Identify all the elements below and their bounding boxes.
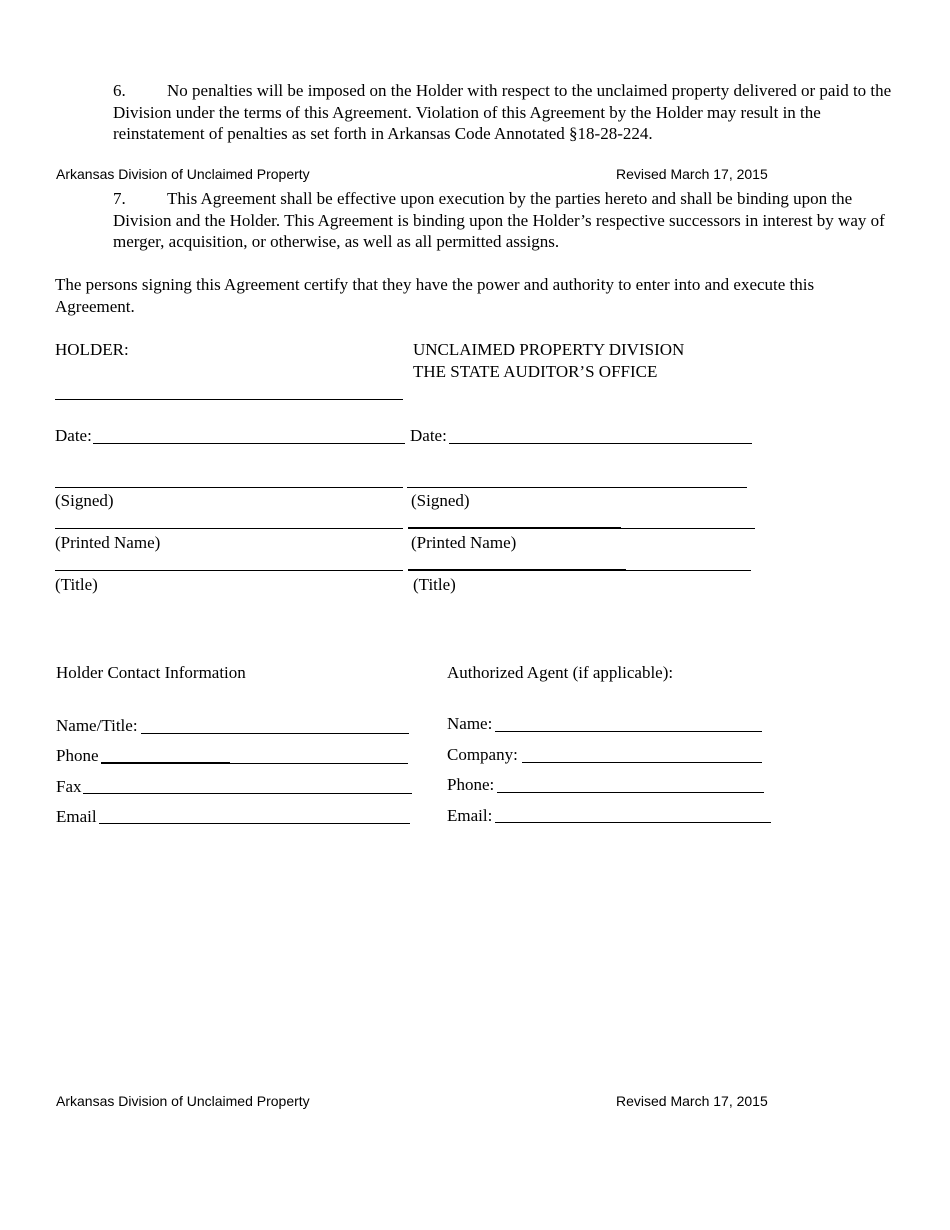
holder-email-line[interactable] <box>99 823 410 824</box>
holder-phone-label: Phone <box>56 746 99 765</box>
agent-phone-line[interactable] <box>497 792 764 793</box>
footer-left: Arkansas Division of Unclaimed Property <box>56 1093 310 1109</box>
holder-title-line[interactable] <box>55 570 403 571</box>
holder-contact-heading: Holder Contact Information <box>56 663 246 682</box>
holder-printed-name-label: (Printed Name) <box>55 533 161 552</box>
holder-email-label: Email <box>56 807 97 826</box>
agent-company-line[interactable] <box>522 762 762 763</box>
holder-fax-line[interactable] <box>83 793 412 794</box>
paragraph-6 <box>113 80 893 145</box>
holder-printed-name-line[interactable] <box>55 528 403 529</box>
paragraph-7-text: This Agreement shall be effective upon execution by the parties hereto and shall be binding upon the Division and the Holder. This Agreement is binding upon the Holder’s respective successors in interest by way of merger, acquisition, or otherwise, as well as all permitted assigns. <box>113 189 885 251</box>
agent-name-label: Name: <box>447 714 493 733</box>
division-printed-name-line-bold[interactable] <box>408 527 621 529</box>
paragraph-6-number: 6. <box>113 81 126 100</box>
agent-email-line[interactable] <box>495 822 771 823</box>
holder-title-label: (Title) <box>55 575 98 594</box>
holder-signed-line[interactable] <box>55 487 403 488</box>
division-printed-name-line[interactable] <box>621 528 755 529</box>
paragraph-7 <box>113 188 895 253</box>
holder-name-title-line[interactable] <box>141 733 409 734</box>
certify-paragraph: The persons signing this Agreement certify that they have the power and authority to enter into and execute this Agreement. <box>55 275 815 316</box>
footer-right: Revised March 17, 2015 <box>616 1093 768 1109</box>
division-title-label: (Title) <box>413 575 456 594</box>
division-signed-line[interactable] <box>407 487 747 488</box>
agent-email-label: Email: <box>447 806 493 825</box>
holder-date-line[interactable] <box>93 443 405 444</box>
agent-phone-label: Phone: <box>447 775 495 794</box>
running-header-right: Revised March 17, 2015 <box>616 166 768 182</box>
division-name-line2: THE STATE AUDITOR’S OFFICE <box>413 362 658 381</box>
holder-name-line[interactable] <box>55 399 403 400</box>
holder-fax-label: Fax <box>56 777 82 796</box>
division-date-label: Date: <box>410 426 447 445</box>
agent-heading: Authorized Agent (if applicable): <box>447 663 674 682</box>
holder-name-title-label: Name/Title: <box>56 716 138 735</box>
division-title-line-bold[interactable] <box>408 569 626 571</box>
paragraph-7-number: 7. <box>113 189 126 208</box>
division-title-line[interactable] <box>626 570 751 571</box>
agent-company-label: Company: <box>447 745 518 764</box>
division-name-line1: UNCLAIMED PROPERTY DIVISION <box>413 340 685 359</box>
division-signed-label: (Signed) <box>411 491 470 510</box>
holder-signed-label: (Signed) <box>55 491 114 510</box>
running-header-left: Arkansas Division of Unclaimed Property <box>56 166 310 182</box>
paragraph-6-text: No penalties will be imposed on the Holder with respect to the unclaimed property delivered or paid to the Division under the terms of this Agreement. Violation of this Agreement by the Holder may result in the reinstatement of penalties as set forth in Arkansas Code Annotated §18-28-224. <box>113 81 892 143</box>
holder-phone-line-bold[interactable] <box>101 762 230 764</box>
division-printed-name-label: (Printed Name) <box>411 533 517 552</box>
holder-date-label: Date: <box>55 426 92 445</box>
holder-phone-line[interactable] <box>230 763 408 764</box>
holder-label: HOLDER: <box>55 340 129 359</box>
division-date-line[interactable] <box>449 443 752 444</box>
agent-name-line[interactable] <box>495 731 762 732</box>
